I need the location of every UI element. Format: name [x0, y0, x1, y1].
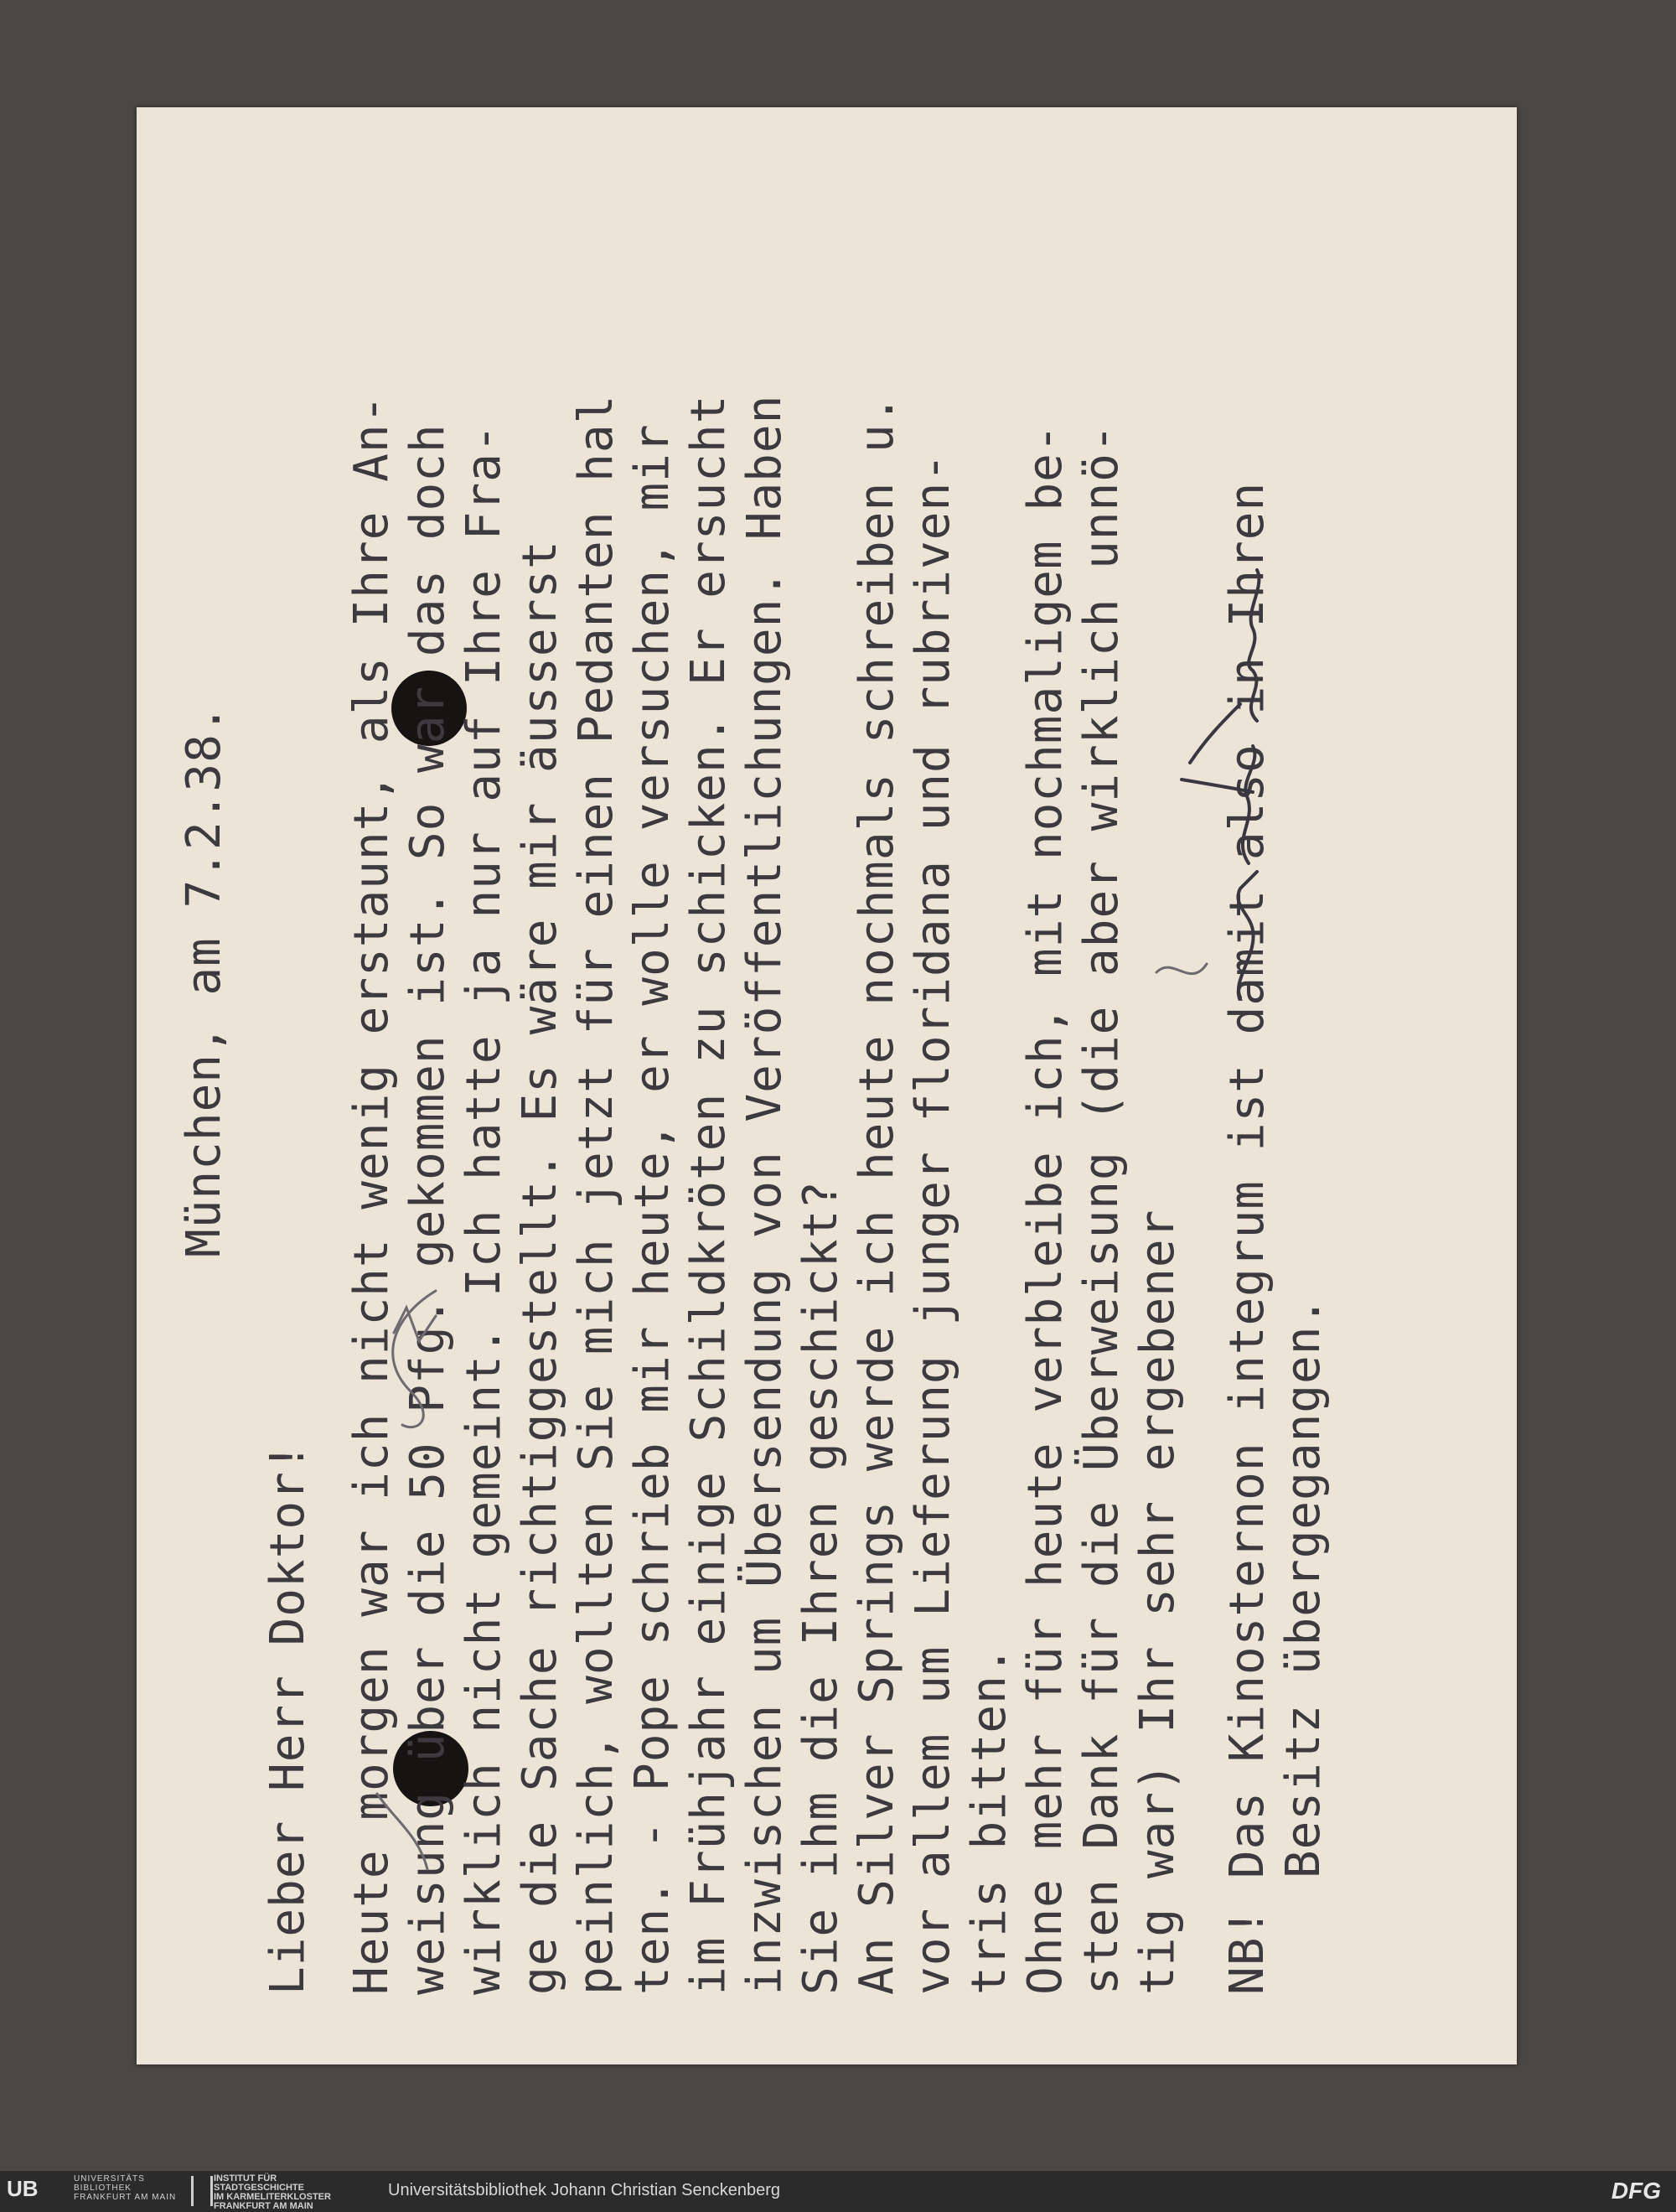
text-line: Ohne mehr für heute verbleibe ich, mit nochmaligem be- — [1018, 423, 1073, 1995]
institute-line: STADTGESCHICHTE — [214, 2183, 304, 2193]
signature-scribble — [1182, 780, 1253, 792]
text-line: sten Dank für die Überweisung (die aber wirklich unnö- — [1074, 423, 1129, 1995]
text-line: inzwischen um Übersendung von Veröffentlichungen. Haben — [737, 394, 792, 1995]
text-line: An Silver Springs werde ich heute nochmals schreiben u. — [850, 394, 904, 1995]
text-line: NB! Das Kinosternon integrum ist damit also in Ihren — [1220, 481, 1275, 1995]
ub-logo-text — [74, 2174, 176, 2202]
signature-scribble — [1243, 746, 1254, 863]
ub-logo: UB — [7, 2176, 39, 2201]
institute-logo-text — [214, 2174, 331, 2211]
text-line: weisung über die 50 Pfg. gekommen ist. So war das doch — [401, 423, 455, 1995]
library-name: Universitätsbibliothek Johann Christian Senckenberg — [388, 2181, 781, 2199]
pencil-circle — [393, 1291, 436, 1427]
institute-line: IM KARMELITERKLOSTER — [214, 2192, 331, 2202]
text-line: ge die Sache richtiggestellt. Es wäre mir äusserst — [513, 540, 567, 1995]
text-line: Besitz übergegangen. — [1276, 1296, 1331, 1995]
pencil-mark — [1156, 964, 1207, 974]
ub-logo-line: BIBLIOTHEK — [74, 2184, 132, 2193]
text-line: vor allem um Lieferung junger floridana und rubriven- — [906, 453, 960, 1995]
text-line: Sie ihm die Ihren geschickt? — [794, 1179, 848, 1995]
dfg-logo: DFG — [1611, 2178, 1661, 2204]
text-line: tris bitten. — [962, 1645, 1016, 1995]
pencil-mark — [377, 1794, 427, 1869]
text-line: ten. - Pope schrieb mir heute, er wolle versuchen, mir — [625, 423, 680, 1995]
signature-scribble — [1249, 570, 1259, 721]
footer-bar — [0, 2171, 1676, 2212]
signature-scribble — [1238, 872, 1257, 997]
text-line: peinlich, wollten Sie mich jetzt für einen Pedanten hal — [569, 394, 623, 1995]
institute-line: INSTITUT FÜR — [214, 2173, 277, 2184]
greeting: Lieber Herr Doktor! — [261, 1442, 315, 1995]
institute-icon — [191, 2176, 213, 2206]
text-line: wirklich nicht gemeint. Ich hatte ja nur auf Ihre Fra- — [457, 423, 511, 1995]
date-line: München, am 7.2.38. — [177, 704, 231, 1257]
institute-line: FRANKFURT AM MAIN — [214, 2201, 313, 2211]
text-line: im Frühjahr einige Schildkröten zu schicken. Er ersucht — [681, 394, 736, 1995]
ub-logo-line: UNIVERSITÄTS — [74, 2174, 145, 2184]
text-line: Heute morgen war ich nicht wenig erstaunt, als Ihre An- — [344, 394, 399, 1995]
ub-logo-line: FRANKFURT AM MAIN — [74, 2193, 177, 2202]
text-line: tig war) Ihr sehr ergebener — [1130, 1209, 1185, 1995]
signature-scribble — [1190, 704, 1240, 763]
